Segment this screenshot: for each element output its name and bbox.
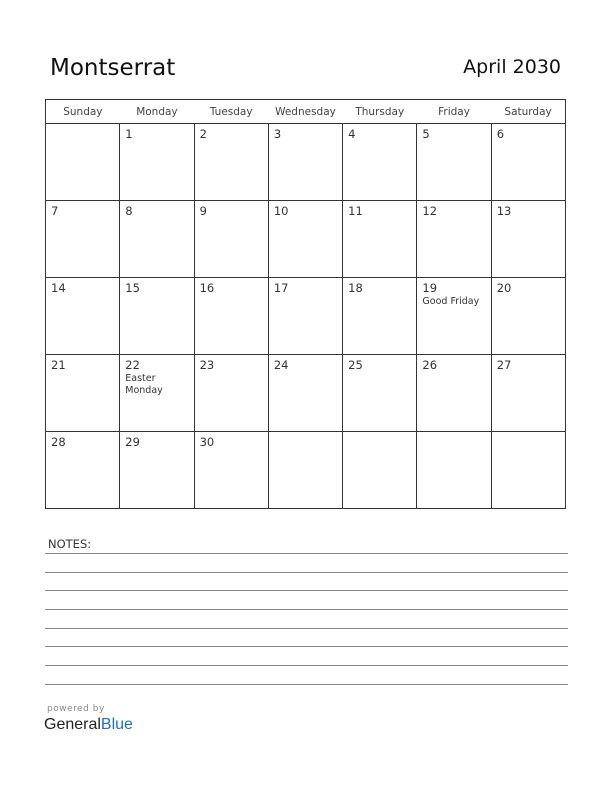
generalblue-logo	[44, 716, 133, 734]
holiday-label: Easter Monday	[125, 373, 163, 396]
day-number: 5	[422, 127, 430, 141]
day-number: 27	[496, 358, 512, 372]
day-cell	[46, 278, 120, 355]
day-cell	[417, 278, 491, 355]
day-cell	[343, 201, 417, 278]
week-row	[46, 355, 566, 432]
day-cell	[120, 432, 194, 509]
day-number	[46, 124, 119, 127]
day-number: 16	[199, 281, 215, 295]
calendar-grid	[45, 99, 566, 509]
day-cell	[343, 124, 417, 201]
day-cell	[491, 124, 565, 201]
day-cell	[194, 124, 268, 201]
day-number: 21	[51, 358, 66, 372]
calendar-country-title: Montserrat	[50, 55, 176, 81]
weekday-header: Sunday	[46, 100, 120, 124]
day-number	[269, 432, 342, 435]
notes-line	[45, 590, 568, 591]
day-cell	[46, 432, 120, 509]
day-number: 6	[496, 127, 505, 141]
day-number: 15	[125, 281, 140, 295]
day-cell	[194, 278, 268, 355]
day-number: 29	[125, 435, 140, 449]
notes-line	[45, 646, 568, 647]
day-number: 3	[273, 127, 282, 141]
week-row	[46, 278, 566, 355]
calendar-month-title: April 2030	[463, 56, 561, 78]
day-cell	[194, 432, 268, 509]
day-cell	[491, 355, 565, 432]
day-number: 26	[422, 358, 438, 372]
day-cell	[343, 355, 417, 432]
weekday-header: Wednesday	[268, 100, 342, 124]
notes-label: NOTES:	[48, 537, 92, 551]
weekday-header: Saturday	[491, 100, 565, 124]
day-cell	[120, 355, 194, 432]
day-number: 24	[273, 358, 289, 372]
weekday-header: Thursday	[343, 100, 417, 124]
day-number: 30	[199, 435, 215, 449]
week-row	[46, 124, 566, 201]
day-cell	[194, 355, 268, 432]
holiday-label: Good Friday	[422, 296, 480, 307]
weekday-header: Tuesday	[194, 100, 268, 124]
day-number: 19	[422, 281, 438, 295]
weekday-header: Monday	[120, 100, 194, 124]
day-cell	[268, 201, 342, 278]
day-number: 22	[125, 358, 140, 372]
day-number	[492, 432, 565, 435]
day-number: 18	[348, 281, 363, 295]
day-cell	[46, 124, 120, 201]
day-cell	[417, 355, 491, 432]
day-cell	[120, 201, 194, 278]
weekday-header: Friday	[417, 100, 491, 124]
day-number: 25	[348, 358, 363, 372]
notes-line	[45, 628, 568, 629]
notes-line	[45, 665, 568, 666]
day-number: 20	[496, 281, 512, 295]
day-cell	[46, 201, 120, 278]
day-cell	[491, 432, 565, 509]
week-row	[46, 201, 566, 278]
day-number: 13	[496, 204, 512, 218]
day-number: 14	[51, 281, 66, 295]
day-cell	[343, 278, 417, 355]
day-cell	[417, 124, 491, 201]
notes-line	[45, 609, 568, 610]
day-cell	[268, 278, 342, 355]
day-cell	[268, 124, 342, 201]
day-number: 2	[199, 127, 207, 141]
day-cell	[491, 201, 565, 278]
day-cell	[417, 201, 491, 278]
notes-line	[45, 572, 568, 573]
week-row	[46, 432, 566, 509]
day-number: 17	[273, 281, 289, 295]
day-cell	[268, 432, 342, 509]
day-number: 10	[273, 204, 289, 218]
day-number: 9	[199, 204, 207, 218]
brand-part-blue: Blue	[100, 716, 133, 733]
day-number: 28	[51, 435, 66, 449]
day-cell	[417, 432, 491, 509]
powered-by-text: powered by	[47, 704, 105, 714]
day-cell	[120, 124, 194, 201]
weekday-header-row	[46, 100, 566, 124]
day-number	[417, 432, 490, 435]
brand-part-general: General	[44, 716, 101, 733]
day-number: 12	[422, 204, 438, 218]
day-cell	[343, 432, 417, 509]
day-number	[343, 432, 416, 435]
day-number: 7	[51, 204, 59, 218]
day-cell	[194, 201, 268, 278]
day-number: 8	[125, 204, 133, 218]
day-number: 11	[348, 204, 363, 218]
day-cell	[46, 355, 120, 432]
notes-line	[45, 684, 568, 685]
day-cell	[120, 278, 194, 355]
day-number: 23	[199, 358, 215, 372]
day-number: 1	[125, 127, 133, 141]
day-cell	[268, 355, 342, 432]
day-number: 4	[348, 127, 356, 141]
day-cell	[491, 278, 565, 355]
notes-line	[45, 553, 568, 554]
